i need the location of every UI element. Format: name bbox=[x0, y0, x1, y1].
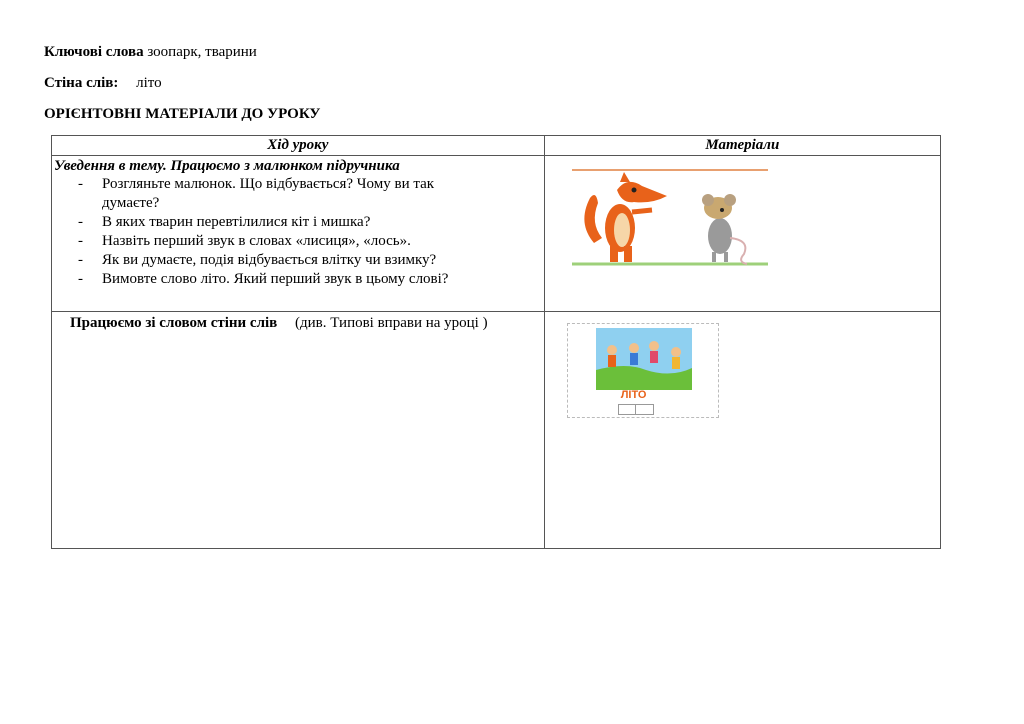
materials-cell-intro bbox=[544, 156, 940, 312]
lesson-cell-intro bbox=[52, 156, 545, 312]
lesson-table bbox=[51, 135, 941, 549]
section-title: ОРІЄНТОВНІ МАТЕРІАЛИ ДО УРОКУ bbox=[44, 106, 321, 122]
col-header-materials: Матеріали bbox=[544, 136, 940, 156]
sound-boxes bbox=[618, 404, 654, 415]
keywords-value: зоопарк, тварини bbox=[147, 44, 257, 60]
wall-label: Стіна слів: bbox=[44, 75, 119, 91]
intro-title: Уведення в тему. Працюємо з малюнком підручника bbox=[54, 158, 400, 174]
question-item: - Розгляньте малюнок. Що відбувається? Чому ви так думаєте? bbox=[78, 175, 472, 213]
word-card bbox=[567, 323, 719, 418]
fox-mouse-illustration bbox=[572, 168, 768, 268]
materials-cell-word-wall bbox=[544, 312, 940, 549]
question-list bbox=[52, 175, 544, 289]
word-wall-title: Працюємо зі словом стіни слів bbox=[70, 315, 278, 331]
question-item: - В яких тварин перевтілилися кіт і мишка? bbox=[78, 213, 544, 232]
keywords-label: Ключові слова bbox=[44, 44, 144, 60]
card-word: ЛІТО bbox=[620, 389, 647, 401]
summer-kids-illustration bbox=[596, 328, 692, 390]
wall-value: літо bbox=[136, 75, 162, 91]
keywords-line bbox=[44, 44, 257, 61]
question-item: - Вимовте слово літо. Який перший звук в цьому слові? bbox=[78, 270, 544, 289]
question-item: - Як ви думаєте, подія відбувається влітку чи взимку? bbox=[78, 251, 544, 270]
wall-line bbox=[44, 75, 162, 92]
col-header-lesson: Хід уроку bbox=[52, 136, 545, 156]
word-wall-note: (див. Типові вправи на уроці ) bbox=[295, 315, 488, 331]
question-item: - Назвіть перший звук в словах «лисиця», «лось». bbox=[78, 232, 544, 251]
lesson-cell-word-wall bbox=[52, 312, 545, 549]
